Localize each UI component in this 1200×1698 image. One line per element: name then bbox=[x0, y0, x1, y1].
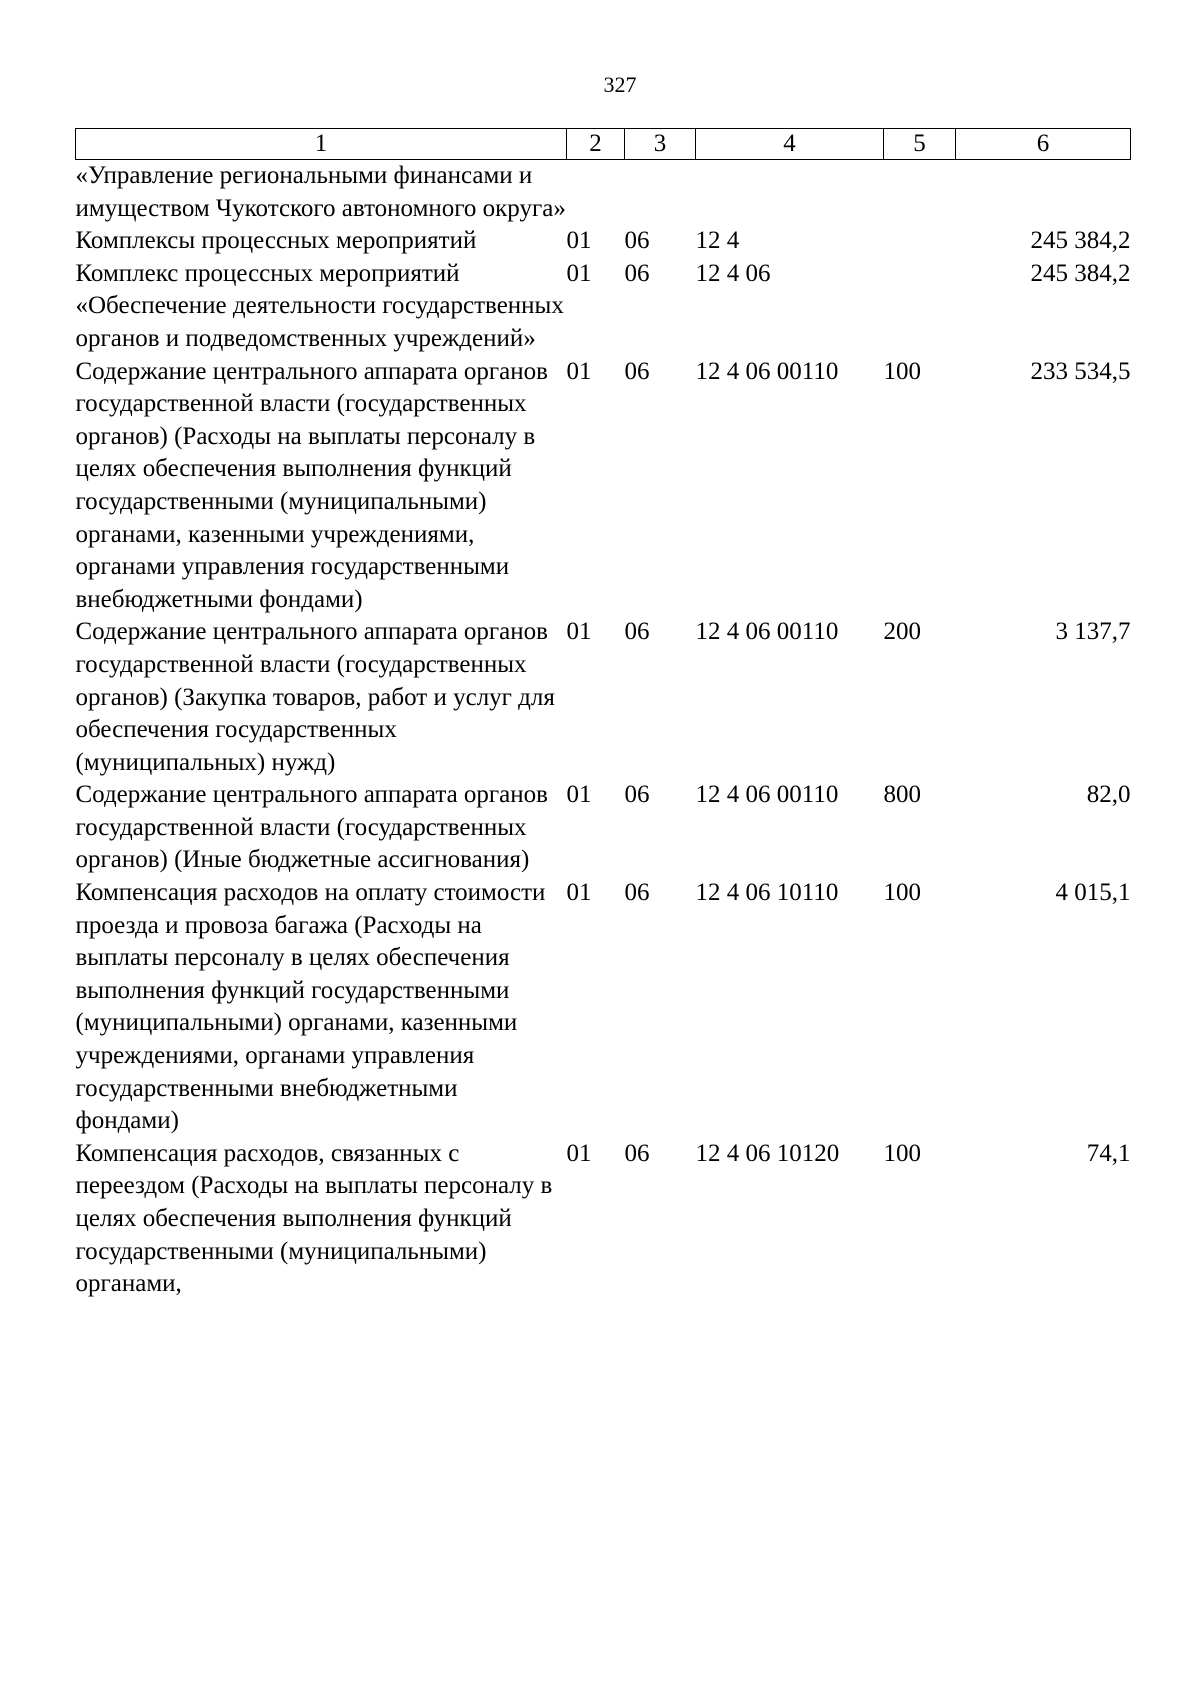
column-header-6: 6 bbox=[956, 129, 1131, 160]
page-number: 327 bbox=[603, 72, 637, 97]
amount: 3 137,7 bbox=[1055, 618, 1131, 646]
table-row bbox=[76, 225, 1131, 258]
section-code: 01 bbox=[566, 357, 592, 385]
expense-type-code: 100 bbox=[883, 1139, 921, 1167]
subsection-code: 06 bbox=[624, 781, 650, 809]
table-row bbox=[76, 1138, 1131, 1301]
amount: 245 384,2 bbox=[1030, 259, 1131, 287]
table-body bbox=[76, 160, 1131, 1301]
column-header-3: 3 bbox=[625, 129, 696, 160]
expense-type-code: 100 bbox=[883, 357, 921, 385]
subsection-code: 06 bbox=[624, 1139, 650, 1167]
row-name: Содержание центрального аппарата органов государственной власти (государственных органов) (Расходы на выплаты персоналу в целях обеспечения выполнения функций государственными (муниципальными) органами, казенными учреждениями, органами управления государственными внебюджетными фондами) bbox=[75, 357, 548, 613]
column-header-5: 5 bbox=[884, 129, 956, 160]
table-row bbox=[76, 258, 1131, 356]
table-header bbox=[76, 129, 1131, 160]
expense-type-code bbox=[884, 225, 956, 258]
row-name: «Управление региональными финансами и имуществом Чукотского автономного округа» bbox=[75, 162, 566, 222]
section-code: 01 bbox=[566, 781, 592, 809]
row-name: Содержание центрального аппарата органов государственной власти (государственных органов) (Иные бюджетные ассигнования) bbox=[75, 781, 548, 874]
target-article-code: 12 4 06 10110 bbox=[695, 879, 839, 907]
target-article-code: 12 4 06 bbox=[695, 259, 771, 287]
subsection-code bbox=[625, 160, 696, 226]
budget-table bbox=[75, 128, 1131, 1301]
section-code bbox=[567, 160, 625, 226]
expense-type-code: 200 bbox=[883, 618, 921, 646]
section-code: 01 bbox=[566, 227, 592, 255]
column-header-4: 4 bbox=[696, 129, 884, 160]
table-row bbox=[76, 356, 1131, 617]
expense-type-code: 100 bbox=[883, 879, 921, 907]
subsection-code: 06 bbox=[624, 879, 650, 907]
amount bbox=[956, 160, 1131, 226]
expense-type-code bbox=[884, 258, 956, 356]
target-article-code: 12 4 bbox=[695, 227, 740, 255]
amount: 233 534,5 bbox=[1030, 357, 1131, 385]
column-header-2: 2 bbox=[567, 129, 625, 160]
section-code: 01 bbox=[566, 259, 592, 287]
section-code: 01 bbox=[566, 618, 592, 646]
expense-type-code bbox=[884, 160, 956, 226]
table-row bbox=[76, 779, 1131, 877]
row-name: Комплексы процессных мероприятий bbox=[75, 227, 477, 255]
row-name: Комплекс процессных мероприятий «Обеспечение деятельности государственных органов и подведомственных учреждений» bbox=[75, 259, 564, 352]
amount: 4 015,1 bbox=[1055, 879, 1131, 907]
row-name: Содержание центрального аппарата органов государственной власти (государственных органов) (Закупка товаров, работ и услуг для обеспечения государственных (муниципальных) нужд) bbox=[75, 618, 555, 776]
target-article-code: 12 4 06 00110 bbox=[695, 618, 839, 646]
target-article-code bbox=[696, 160, 884, 226]
table-row bbox=[76, 160, 1131, 226]
row-name: Компенсация расходов на оплату стоимости проезда и провоза багажа (Расходы на выплаты персоналу в целях обеспечения выполнения функций государственными (муниципальными) органами, казенными учреждениями, органами управления государственными внебюджетными фондами) bbox=[75, 879, 546, 1135]
amount: 82,0 bbox=[1086, 781, 1131, 809]
amount: 74,1 bbox=[1086, 1139, 1131, 1167]
target-article-code: 12 4 06 00110 bbox=[695, 781, 839, 809]
row-name: Компенсация расходов, связанных с переездом (Расходы на выплаты персоналу в целях обеспечения выполнения функций государственными (муниципальными) органами, bbox=[75, 1139, 553, 1298]
subsection-code: 06 bbox=[624, 259, 650, 287]
subsection-code: 06 bbox=[624, 227, 650, 255]
subsection-code: 06 bbox=[624, 357, 650, 385]
table-row bbox=[76, 877, 1131, 1138]
amount: 245 384,2 bbox=[1030, 227, 1131, 255]
column-header-1: 1 bbox=[76, 129, 567, 160]
target-article-code: 12 4 06 00110 bbox=[695, 357, 839, 385]
subsection-code: 06 bbox=[624, 618, 650, 646]
target-article-code: 12 4 06 10120 bbox=[695, 1139, 840, 1167]
section-code: 01 bbox=[566, 1139, 592, 1167]
table-row bbox=[76, 616, 1131, 779]
section-code: 01 bbox=[566, 879, 592, 907]
header-row bbox=[76, 129, 1131, 160]
expense-type-code: 800 bbox=[883, 781, 921, 809]
